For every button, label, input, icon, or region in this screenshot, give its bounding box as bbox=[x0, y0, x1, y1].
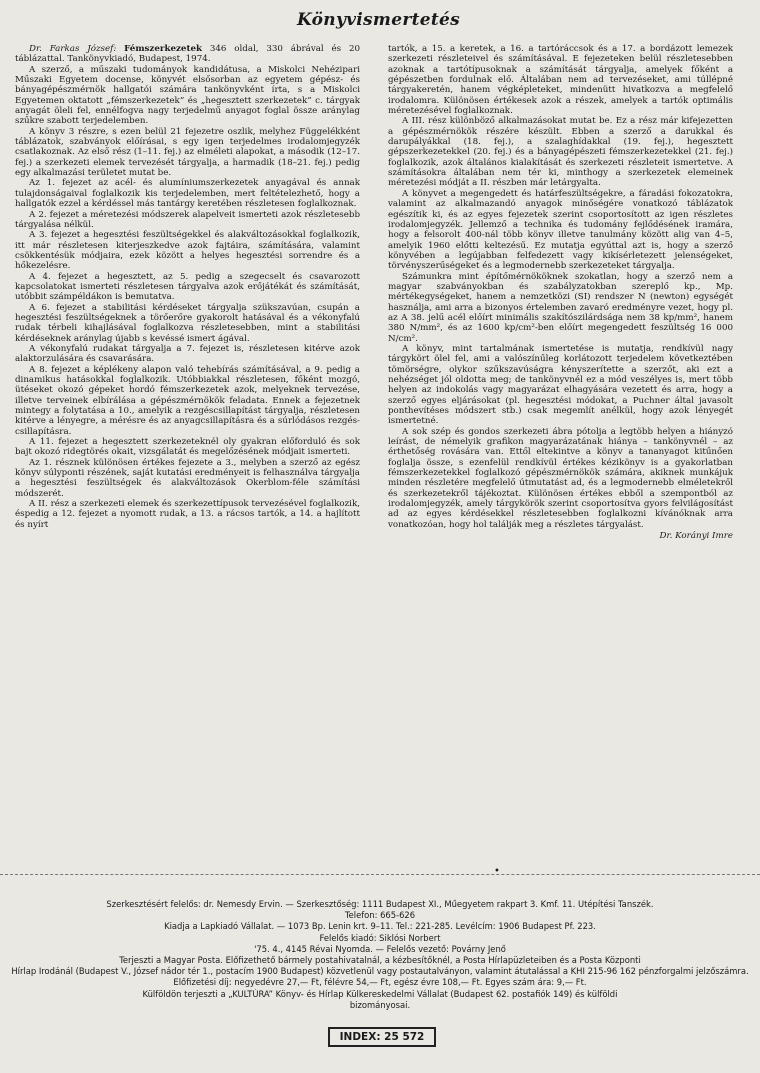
section-title: Könyvismertetés bbox=[296, 10, 460, 30]
book-title: Fémszerkezetek bbox=[124, 44, 203, 54]
paragraph: A könyv, mint tartalmának ismertetése is mutatja, rendkívül nagy tárgykört ölel fel, ami a valószínűleg korlátozott terjedelem következtében tömörségre, olykor szűkszavúságra kényszerítette a szerzőt, aki ezt a nehézséget jól oldotta meg; de tankönyvnél ez a mód veszélyes is, mert több helyen az indokolás vagy magyarázat elhagyására vezetett és arra, hogy a szerző egyes eljárásokat (pl. hegesztési módokat, a Puchner által javasolt ponthevítéses módszert stb.) csak megemlít anélkül, hogy azok lényegét ismertetné. bbox=[388, 343, 733, 427]
paragraph: Az 1. fejezet az acél- és alumíniumszerkezetek anyagával és annak tulajdonságaival foglalkozik kis terjedelemben, mert feltételezhető, hogy a hallgatók ezzel a kérdéssel más tantárgy keretében részletesen foglalkoznak. bbox=[15, 178, 360, 210]
paragraph: A 4. fejezet a hegesztett, az 5. pedig a szegecselt és csavarozott kapcsolatokat ismerteti részletesen tárgyalva azok erőjátékát és számítását, utóbbit számpéldákon is bemutatva. bbox=[15, 271, 360, 303]
index-number-box: INDEX: 25 572 bbox=[328, 1027, 436, 1047]
reviewer-signature: Dr. Korányi Imre bbox=[659, 531, 733, 542]
imprint-line: Felelős kiadó: Siklósi Norbert bbox=[319, 932, 441, 943]
paragraph: A sok szép és gondos szerkezeti ábra pótolja a legtöbb helyen a hiányzó leírást, de némelyik grafikon magyarázatának hiánya – tankönyvnél – az érthetőség rovására van. Ettől eltekintve a könyv a tananyagot kitűnően foglalja össze, s ezenfelül rendkívül értékes kézikönyv is a gyakorlatban fémszerkezetekkel foglalkozó gépészmérnökök számára, akiknek munkájuk minden részletére megfelelő útmutatást ad, és a legmodernebb elméletekről és szerkezetekről tájékoztat. Különösen értékes ebből a szempontból az irodalomjegyzék, amely tárgykörök szerint csoportosítva gyors felvilágosítást ad az egyes kérdésekkel részletesebben foglalkozni kívánóknak arra vonatkozóan, hogy hol találják meg a részletes tárgyalást. bbox=[388, 426, 733, 530]
paragraph: Számunkra mint építőmérnököknek szokatlan, hogy a szerző nem a magyar szabványokban és szabályzatokban szereplő kp., Mp. mértékegységeket, hanem a nemzetközi (SI) rendszer N (newton) egységét használja, ami arra a bizonyos értelemben zavaró eredményre vezet, hogy pl. az A 38. jelű acél előírt minimális szakítószilárdsága nem 38 kp/mm², hanem 380 N/mm², és az 1600 kp/cm²-ben előírt megengedett feszültség 16 000 N/cm². bbox=[388, 271, 733, 344]
paragraph: A szerző, a műszaki tudományok kandidátusa, a Miskolci Nehézipari Műszaki Egyetem docense, könyvét elsősorban az egyetem gépész- és bányagépészmérnök hallgatói számára tankönyvként írta, s a Miskolci Egyetemen oktatott „fémszerkezetek” és „hegesztett szerkezetek” c. tárgyak anyagát öleli fel, ennélfogva nagy terjedelmű anyagot foglal össze aránylag szűkre szabott terjedelemben. bbox=[15, 64, 360, 127]
imprint-line: Külföldön terjeszti a „KULTÚRA” Könyv- és Hírlap Külkereskedelmi Vállalat (Budapest 62. postafiók 149) és külföldi bbox=[142, 988, 618, 999]
paragraph: A 6. fejezet a stabilitási kérdéseket tárgyalja szükszavúan, csupán a hegesztési feszültségeknek a törőerőre gyakorolt hatásával és a vékonyfalú rudak térbeli kihajlásával foglalkozva részletesebben, mint a stabilitási kérdéseknek aránylag újabb s kevéssé ismert ágával. bbox=[15, 302, 360, 344]
review-author: Dr. Farkas József: bbox=[29, 44, 117, 54]
paragraph: A 11. fejezet a hegesztett szerkezeteknél oly gyakran előforduló és sok bajt okozó ridegtörés okait, vizsgálatát és megelőzésének módjait ismerteti. bbox=[15, 437, 360, 458]
book-info: 346 oldal, 330 ábrával és 20 táblázattal. Tankönyvkiadó, Budapest, 1974. bbox=[15, 44, 361, 65]
imprint-block bbox=[10, 899, 750, 1011]
paragraph: A vékonyfalú rudakat tárgyalja a 7. fejezet is, részletesen kitérve azok alaktorzulására és csavarására. bbox=[15, 343, 360, 365]
paragraph: A 2. fejezet a méretezési módszerek alapelveit ismerteti azok részletesebb tárgyalása nélkül. bbox=[15, 209, 360, 230]
paragraph: A 8. fejezet a képlékeny alapon való tehebírás számításával, a 9. pedig a dinamikus hatásokkal foglalkozik. Utóbbiakkal részletesen, főként mozgó, ütéseket okozó gépeket hordó fémszerkezetek azok, melyeknek tervezése, illetve terveinek elbírálása a gépészmérnökök feladata. Ennek a fejezetnek mintegy a folytatása a 10., amelyik a rezgéscsillapítást tárgyalja, részletesen kitérve a lényegre, a mérésre és az anyagcsillapításra és a súrlódásos rezgés-csillapításra. bbox=[15, 364, 360, 437]
imprint-line: bizományosai. bbox=[349, 999, 411, 1010]
footer-divider bbox=[0, 874, 760, 875]
imprint-line: Hírlap Irodánál (Budapest V., József nádor tér 1., postacím 1900 Budapest) közvetlenül vagy postautalványon, valamint átutalással a KHI 215-96 162 pénzforgalmi jelzőszámra. bbox=[11, 966, 749, 977]
paragraph: A könyv 3 részre, s ezen belül 21 fejezetre oszlik, melyhez Függelékként táblázatok, szabványok előírásai, s egy igen terjedelmes irodalomjegyzék csatlakoznak. Az első rész (1–11. fej.) az elméleti alapokat, a második (12–17. fej.) a szerkezeti elemek tervezését tárgyalja, a harmadik (18–21. fej.) pedig egy alkalmazási területet mutat be. bbox=[15, 126, 360, 179]
paragraph: tartók, a 15. a keretek, a 16. a tartóráccsok és a 17. a bordázott lemezek szerkezeti részleteivel és számításával. E fejezeteken belül részletesebben azoknak a tartótípusoknak a számítását tárgyalja, amelyek főként a gépészetben fordulnak elő. Általában nem ad tervezéseket, ami túllépné tárgyakeretén, hanem végképleteket, mindenütt hivatkozva a megfelelő irodalomra. Különösen értékesek azok a részek, amelyek a tartók optimális méretezésével foglalkoznak. bbox=[388, 44, 733, 117]
book-citation bbox=[15, 44, 360, 65]
review-column-right bbox=[388, 44, 733, 542]
separator-dot: • bbox=[494, 866, 500, 877]
imprint-line: Terjeszti a Magyar Posta. Előfizethető bármely postahivatalnál, a kézbesítőknél, a Posta Hírlapüzleteiben és a Posta Központi bbox=[119, 955, 641, 966]
paragraph: A 3. fejezet a hegesztési feszültségekkel és alakváltozásokkal foglalkozik, itt már részletesen kiterjeszkedve azok fajtáira, számítására, valamint csökkentésük módjaira, ezek között a helyes hegesztési sorrendre és a hőkezelésre. bbox=[15, 230, 360, 272]
imprint-line: Kiadja a Lapkiadó Vállalat. — 1073 Bp. Lenin krt. 9–11. Tel.: 221-285. Levélcím: 1906 Budapest Pf. 223. bbox=[164, 921, 596, 932]
paragraph: A könyvet a megengedett és határfeszültségekre, a fáradási fokozatokra, valamint az alkalmazandó anyagok minőségére vonatkozó táblázatok egészítik ki, és az egyes fejezetek szerint csoportosított az igen részletes irodalomjegyzék. Jellemző a technika és tudomány fejlődésének iramára, hogy a felsorolt 400-nál több könyv illetve tanulmány között alig van 4–5, amelyik 1960 előtti keltezésű. Ez mutatja egyúttal azt is, hogy a szerző könyvében a legújabban felfedezett vagy kikísérletezett jelenségeket, törvényszerűségeket és a legmodernebb szerkezeteket tárgyalja. bbox=[388, 188, 733, 272]
paragraph: Az 1. résznek különösen értékes fejezete a 3., melyben a szerző az egész könyv súlyponti részének, saját kutatási eredményeit is felhasználva tárgyalja a hegesztési feszültségek és alakváltozások Okerblom-féle számítási módszerét. bbox=[15, 457, 360, 499]
imprint-line: Szerkesztésért felelős: dr. Nemesdy Ervin. — Szerkesztőség: 1111 Budapest XI., Műegyetem rakpart 3. Kmf. 11. Utépítési Tanszék. bbox=[106, 899, 654, 909]
imprint-line: Telefon: 665-626 bbox=[344, 910, 416, 921]
review-column-left bbox=[15, 44, 360, 530]
paragraph: A III. rész különböző alkalmazásokat mutat be. Ez a rész már kifejezetten a gépészmérnökök részére készült. Ebben a szerző a darukkal és darupályákkal (18. fej.), a szalaghídakkal (19. fej.), hegesztett gépszerkezetekkel (20. fej.) és a bányagépészeti fémszerkezetekkel (21. fej.) foglalkozik, azok általános kialakítását és szerkezeti részleteit ismertetve. A számításokra általában nem tér ki, minthogy a szerkezetek elemeinek méretezési módját a II. részben már letárgyalta. bbox=[388, 116, 733, 189]
imprint-line: '75. 4., 4145 Révai Nyomda. — Felelős vezető: Povárny Jenő bbox=[254, 943, 506, 954]
paragraph: A II. rész a szerkezeti elemek és szerkezettípusok tervezésével foglalkozik, éspedig a 12. fejezet a nyomott rudak, a 13. a rácsos tartók, a 14. a hajlított és nyírt bbox=[15, 499, 360, 530]
imprint-line: Előfizetési díj: negyedévre 27,— Ft, félévre 54,— Ft, egész évre 108,— Ft. Egyes szám ára: 9,— Ft. bbox=[173, 977, 587, 988]
